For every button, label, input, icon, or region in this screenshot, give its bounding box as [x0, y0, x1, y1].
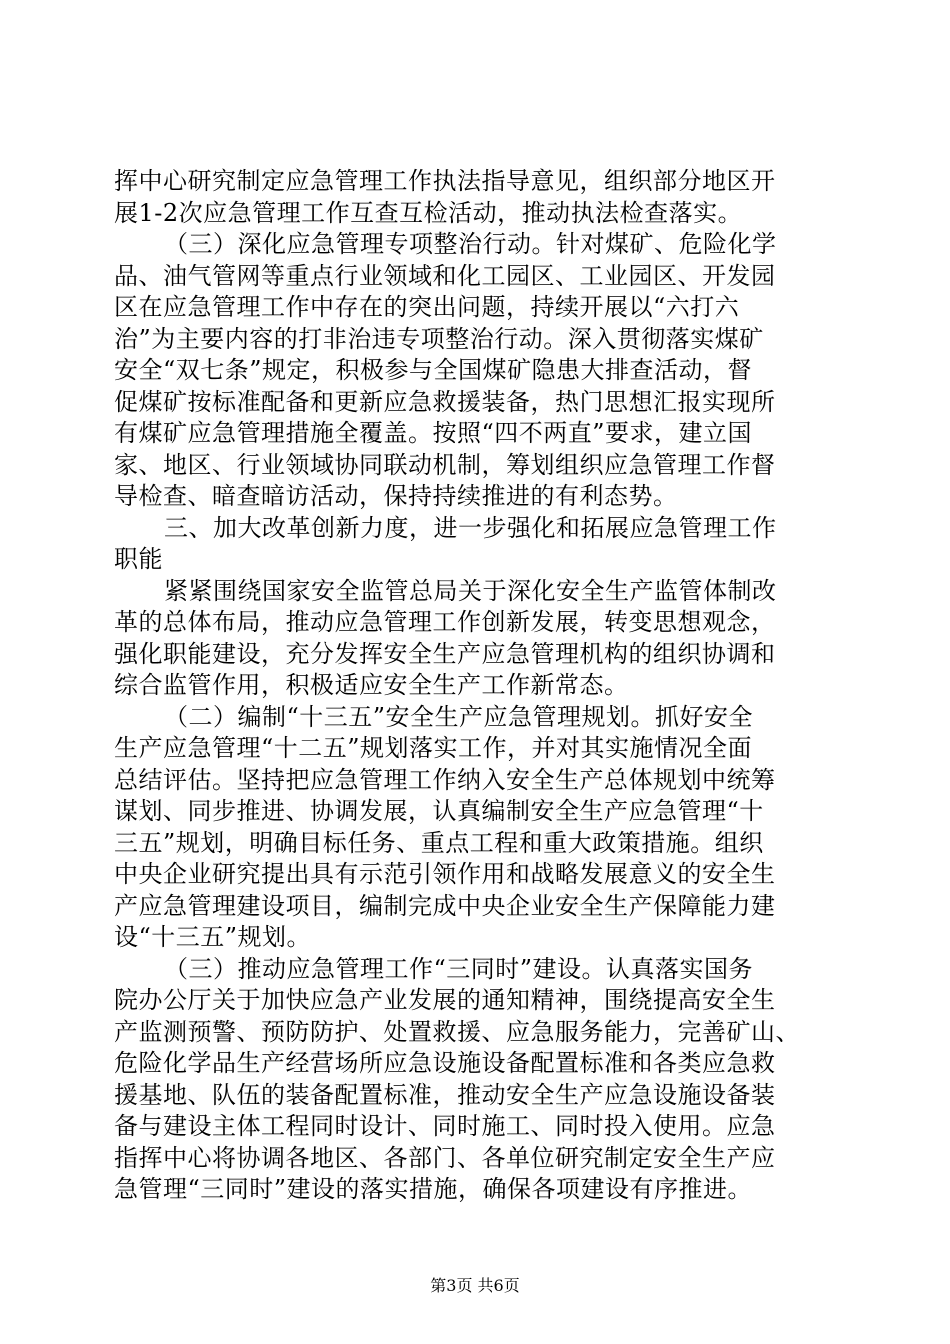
text-line: 紧紧围绕国家安全监管总局关于深化安全生产监管体制改	[164, 576, 777, 605]
text-line: 备与建设主体工程同时设计、同时施工、同时投入使用。应急	[114, 1112, 776, 1140]
text-line: 家、地区、行业领域协同联动机制，筹划组织应急管理工作督	[114, 450, 776, 479]
text-line: 院办公厅关于加快应急产业发展的通知精神，围绕提高安全生	[114, 986, 776, 1014]
text-line: 指挥中心将协调各地区、各部门、各单位研究制定安全生产应	[114, 1143, 776, 1172]
text-line: 危险化学品生产经营场所应急设施设备配置标准和各类应急救	[114, 1049, 776, 1077]
text-line: 中央企业研究提出具有示范引领作用和战略发展意义的安全生	[114, 860, 776, 888]
text-line: 挥中心研究制定应急管理工作执法指导意见，组织部分地区开	[114, 167, 776, 195]
text-line: （三）推动应急管理工作“三同时”建设。认真落实国务	[164, 954, 754, 983]
text-line: 品、油气管网等重点行业领域和化工园区、工业园区、开发园	[114, 261, 776, 290]
text-line: 革的总体布局，推动应急管理工作创新发展，转变思想观念，	[114, 608, 776, 636]
text-line: 三、加大改革创新力度，进一步强化和拓展应急管理工作	[164, 513, 777, 542]
text-line: （三）深化应急管理专项整治行动。针对煤矿、危险化学	[164, 230, 777, 258]
text-line: 强化职能建设，充分发挥安全生产应急管理机构的组织协调和	[114, 639, 776, 668]
document-body	[114, 166, 836, 1206]
text-line: 设“十三五”规划。	[114, 923, 312, 951]
text-line: 三五”规划，明确目标任务、重点工程和重大政策措施。组织	[114, 828, 764, 857]
text-line: 援基地、队伍的装备配置标准，推动安全生产应急设施设备装	[114, 1080, 776, 1109]
text-line: 谋划、同步推进、协调发展，认真编制安全生产应急管理“十	[114, 797, 764, 825]
text-line: 治”为主要内容的打非治违专项整治行动。深入贯彻落实煤矿	[114, 324, 764, 353]
text-line: （二）编制“十三五”安全生产应急管理规划。抓好安全	[164, 702, 754, 731]
text-line: 促煤矿按标准配备和更新应急救援装备，热门思想汇报实现所	[114, 387, 776, 416]
text-line: 安全“双七条”规定，积极参与全国煤矿隐患大排查活动，督	[114, 356, 753, 384]
text-line: 导检查、暗查暗访活动，保持持续推进的有利态势。	[114, 482, 678, 510]
text-line: 产应急管理建设项目，编制完成中央企业安全生产保障能力建	[114, 891, 776, 920]
text-line: 总结评估。坚持把应急管理工作纳入安全生产总体规划中统筹	[114, 765, 776, 794]
page-footer: 第3页 共6页	[430, 1276, 520, 1295]
text-line: 职能	[114, 545, 163, 573]
text-line: 急管理“三同时”建设的落实措施，确保各项建设有序推进。	[114, 1175, 753, 1203]
text-line: 产监测预警、预防防护、处置救援、应急服务能力，完善矿山、	[114, 1017, 800, 1046]
text-line: 有煤矿应急管理措施全覆盖。按照“四不两直”要求，建立国	[114, 419, 753, 447]
text-line: 展1-2次应急管理工作互查互检活动，推动执法检查落实。	[114, 198, 743, 227]
text-line: 综合监管作用，积极适应安全生产工作新常态。	[114, 671, 629, 699]
text-line: 生产应急管理“十二五”规划落实工作，并对其实施情况全面	[114, 734, 753, 762]
text-line: 区在应急管理工作中存在的突出问题，持续开展以“六打六	[114, 293, 740, 321]
